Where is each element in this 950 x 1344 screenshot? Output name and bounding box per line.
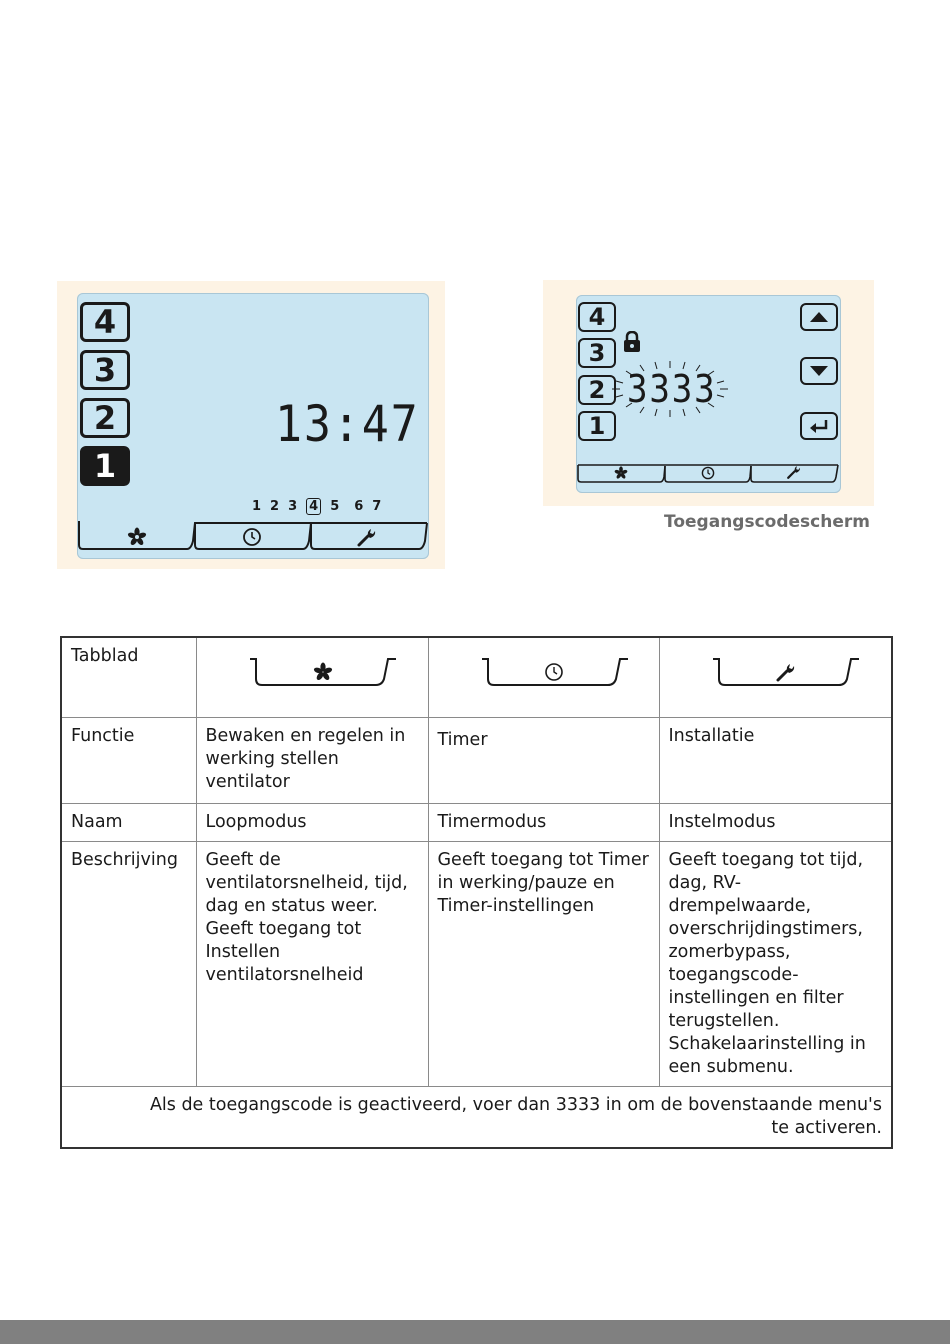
day-1: 1: [252, 499, 262, 514]
tab-setup-mode[interactable]: [347, 525, 387, 549]
speed-button-4[interactable]: 4: [80, 302, 130, 342]
day-5: 5: [330, 499, 340, 514]
tab-cell-timer: [428, 637, 659, 718]
tab-outline-timer: [438, 645, 668, 703]
main-lcd-screen: [77, 293, 429, 559]
tab-timer-mode[interactable]: [696, 465, 720, 481]
tab-timer-mode[interactable]: [232, 525, 272, 549]
day-3: 3: [288, 499, 298, 514]
row-label-tab: Tabblad: [61, 637, 196, 718]
speed-button-1-active[interactable]: 1: [80, 446, 130, 486]
description-run: Geeft de ventilatorsnelheid, tijd, dag en status weer. Geeft toegang tot Instellen ventilatorsnelheid: [196, 842, 428, 1087]
function-timer: Timer: [428, 718, 659, 804]
speed-button-4[interactable]: 4: [578, 302, 616, 332]
tab-cell-setup: [659, 637, 892, 718]
clock-icon: [546, 664, 562, 680]
name-setup: Instelmodus: [659, 804, 892, 842]
day-7: 7: [372, 499, 382, 514]
description-setup: Geeft toegang tot tijd, dag, RV-drempelwaarde, overschrijdingstimers, zomerbypass, toegangscode-instellingen en filter terugstellen. Schakelaarinstelling in een submenu.: [659, 842, 892, 1087]
name-timer: Timermodus: [428, 804, 659, 842]
tab-run-mode[interactable]: [609, 465, 633, 481]
table-row-note: [61, 1087, 892, 1149]
table-row-description: [61, 842, 892, 1087]
clock-readout: 13:47: [275, 395, 420, 453]
footer-bar: [0, 1320, 950, 1344]
down-arrow-icon: [808, 364, 830, 378]
row-label-name: Naam: [61, 804, 196, 842]
up-button[interactable]: [800, 303, 838, 331]
speed-button-2[interactable]: 2: [80, 398, 130, 438]
day-4-current: 4: [306, 498, 321, 515]
tab-setup-mode[interactable]: [782, 463, 806, 481]
weekday-indicator: [252, 498, 381, 515]
speed-button-1[interactable]: 1: [578, 411, 616, 441]
description-timer: Geeft toegang tot Timer in werking/pauze en Timer-instellingen: [428, 842, 659, 1087]
tab-outline-run: [206, 645, 436, 703]
name-run: Loopmodus: [196, 804, 428, 842]
clock-icon: [701, 466, 715, 480]
enter-button[interactable]: [800, 412, 838, 440]
day-2: 2: [270, 499, 280, 514]
fan-icon: [614, 466, 628, 480]
access-code-readout: 3333: [626, 367, 717, 411]
fan-icon: [127, 527, 147, 547]
access-code-note: Als de toegangscode is geactiveerd, voer dan 3333 in om de bovenstaande menu's te activeren.: [61, 1087, 892, 1149]
tab-cell-run: [196, 637, 428, 718]
enter-icon: [808, 418, 830, 434]
speed-button-3[interactable]: 3: [80, 350, 130, 390]
function-setup: Installatie: [659, 718, 892, 804]
table-row-function: [61, 718, 892, 804]
code-display-frame: [543, 280, 874, 506]
up-arrow-icon: [808, 310, 830, 324]
code-lcd-screen: [576, 295, 841, 493]
function-run: Bewaken en regelen in werking stellen ventilator: [196, 718, 428, 804]
tab-run-mode[interactable]: [117, 525, 157, 549]
wrench-icon: [786, 464, 802, 480]
day-6: 6: [354, 499, 364, 514]
tab-outline-setup: [669, 645, 899, 703]
table-row-tab: [61, 637, 892, 718]
row-label-description: Beschrijving: [61, 842, 196, 1087]
speed-button-2[interactable]: 2: [578, 375, 616, 405]
main-display-frame: [57, 281, 445, 569]
table-row-name: [61, 804, 892, 842]
lock-icon: [623, 331, 641, 353]
row-label-function: Functie: [61, 718, 196, 804]
speed-button-3[interactable]: 3: [578, 338, 616, 368]
wrench-icon: [356, 526, 378, 548]
modes-table: [60, 636, 893, 1149]
code-screen-caption: Toegangscodescherm: [664, 512, 870, 532]
fan-icon: [313, 663, 333, 682]
down-button[interactable]: [800, 357, 838, 385]
wrench-icon: [778, 664, 794, 680]
clock-icon: [242, 527, 262, 547]
